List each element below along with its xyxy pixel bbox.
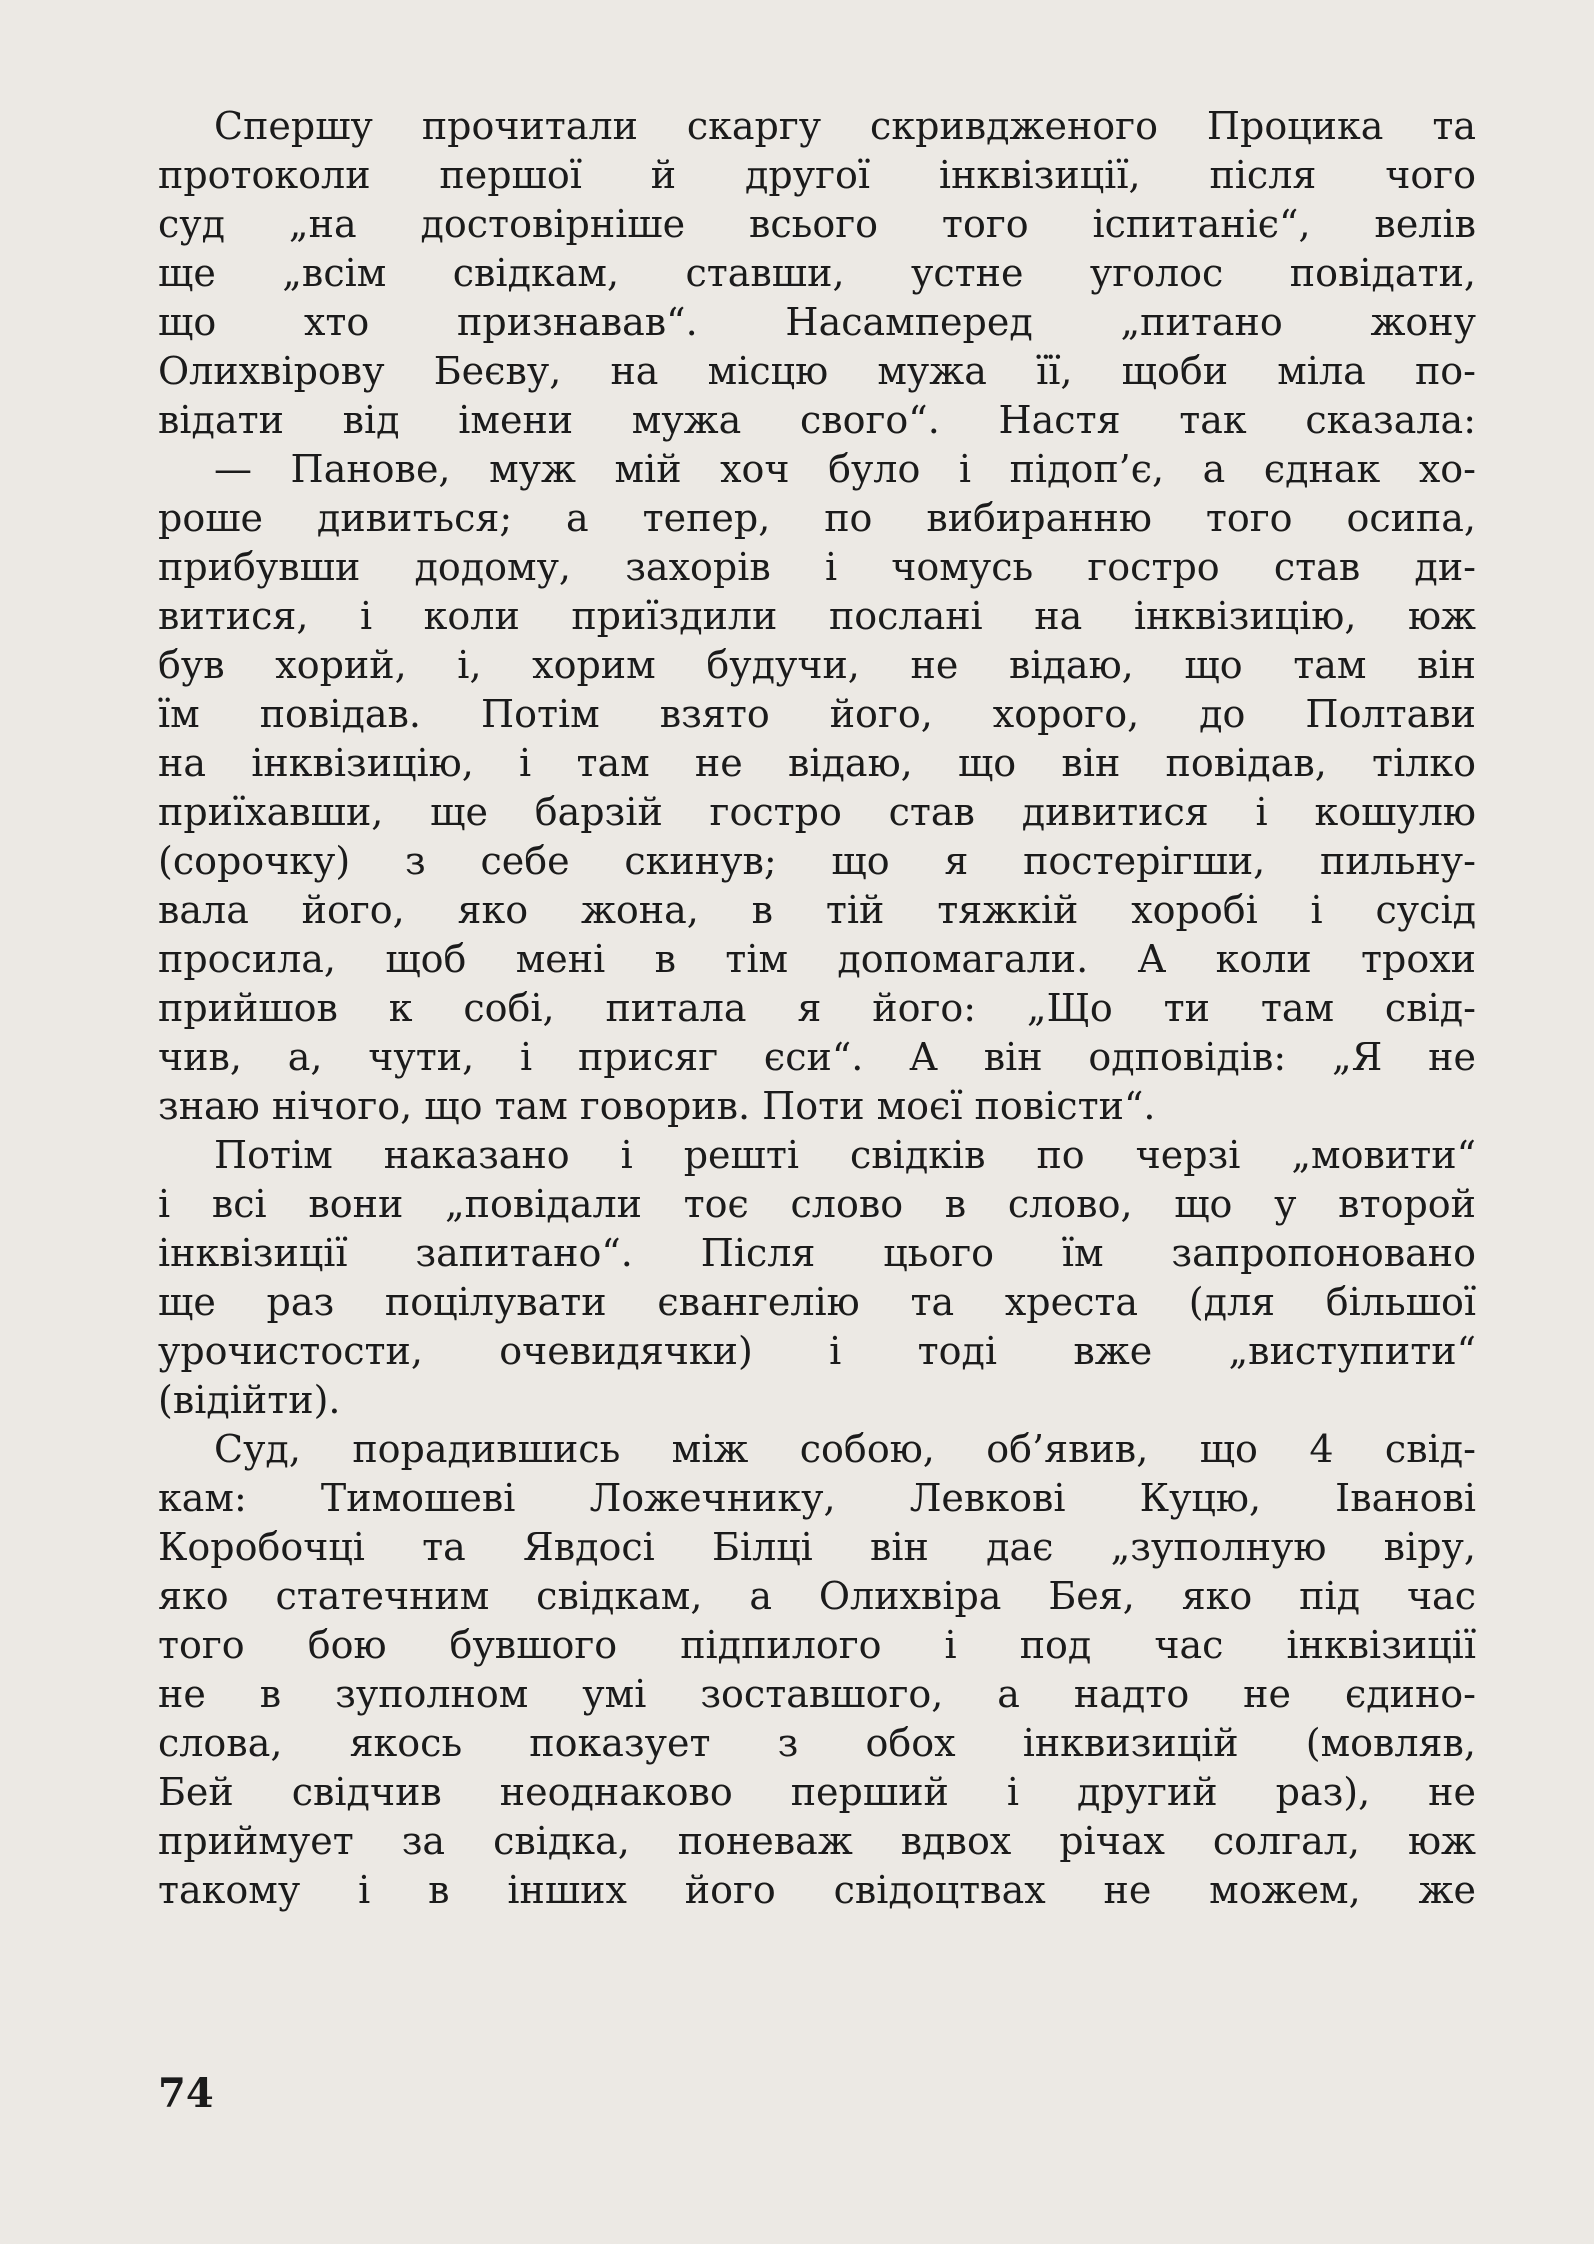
- text-line: прийшов к собі, питала я його: „Що ти там свід-: [158, 986, 1476, 1030]
- text-line: Олихвірову Беєву, на місцю мужа її, щоби міла по-: [158, 349, 1476, 393]
- text-line: їм повідав. Потім взято його, хорого, до Полтави: [158, 692, 1476, 736]
- text-line: був хорий, і, хорим будучи, не відаю, що там він: [158, 643, 1476, 687]
- page-number: 74: [158, 2070, 214, 2117]
- text-line: Коробочці та Явдосі Білці він дає „зуполную віру,: [158, 1525, 1476, 1569]
- text-line: (відійти).: [158, 1378, 341, 1422]
- text-line: суд „на достовірніше всього того іспитаніє“, велів: [158, 202, 1476, 246]
- text-line: витися, і коли приїздили послані на інквізицію, юж: [158, 594, 1476, 638]
- text-line: — Панове, муж мій хоч було і підоп’є, а єднак хо-: [214, 447, 1476, 491]
- text-line: вала його, яко жона, в тій тяжкій хоробі і сусід: [158, 888, 1476, 932]
- text-line: знаю нічого, що там говорив. Поти моєї повісти“.: [158, 1084, 1156, 1128]
- text-line: просила, щоб мені в тім допомагали. А коли трохи: [158, 937, 1476, 981]
- text-line: не в зуполном умі зоставшого, а надто не єдино-: [158, 1672, 1476, 1716]
- text-line: такому і в інших його свідоцтвах не можем, же: [158, 1868, 1476, 1912]
- text-line: Спершу прочитали скаргу скривдженого Процика та: [214, 104, 1476, 148]
- text-line: приїхавши, ще барзій гостро став дивитися і кошулю: [158, 790, 1476, 834]
- text-line: Потім наказано і решті свідків по черзі „мовити“: [214, 1133, 1476, 1177]
- text-line: (сорочку) з себе скинув; що я постерігши, пильну-: [158, 839, 1476, 883]
- text-line: відати від імени мужа свого“. Настя так сказала:: [158, 398, 1476, 442]
- text-line: прибувши додому, захорів і чомусь гостро став ди-: [158, 545, 1476, 589]
- text-line: ще „всім свідкам, ставши, устне уголос повідати,: [158, 251, 1476, 295]
- text-line: роше дивиться; а тепер, по вибиранню того осипа,: [158, 496, 1476, 540]
- body-text: [158, 102, 1476, 1915]
- text-line: приймует за свідка, поневаж вдвох річах солгал, юж: [158, 1819, 1476, 1863]
- text-line: і всі вони „повідали тоє слово в слово, що у второй: [158, 1182, 1476, 1226]
- text-line: Бей свідчив неоднаково перший і другий раз), не: [158, 1770, 1476, 1814]
- text-line: протоколи першої й другої інквізиції, після чого: [158, 153, 1476, 197]
- text-line: урочистости, очевидячки) і тоді вже „виступити“: [158, 1329, 1476, 1373]
- text-line: на інквізицію, і там не відаю, що він повідав, тілко: [158, 741, 1476, 785]
- text-line: ще раз поцілувати євангелію та хреста (для більшої: [158, 1280, 1476, 1324]
- text-line: що хто признавав“. Насамперед „питано жону: [158, 300, 1476, 344]
- text-line: слова, якось показует з обох інквизицій (мовляв,: [158, 1721, 1476, 1765]
- text-line: того бою бувшого підпилого і под час інквізиції: [158, 1623, 1476, 1667]
- text-line: кам: Тимошеві Ложечнику, Левкові Куцю, Іванові: [158, 1476, 1476, 1520]
- text-line: чив, а, чути, і присяг єси“. А він одповідів: „Я не: [158, 1035, 1476, 1079]
- text-line: Суд, порадившись між собою, об’явив, що 4 свід-: [214, 1427, 1476, 1471]
- text-line: інквізиції запитано“. Після цього їм запропоновано: [158, 1231, 1476, 1275]
- text-line: яко статечним свідкам, а Олихвіра Бея, яко під час: [158, 1574, 1476, 1618]
